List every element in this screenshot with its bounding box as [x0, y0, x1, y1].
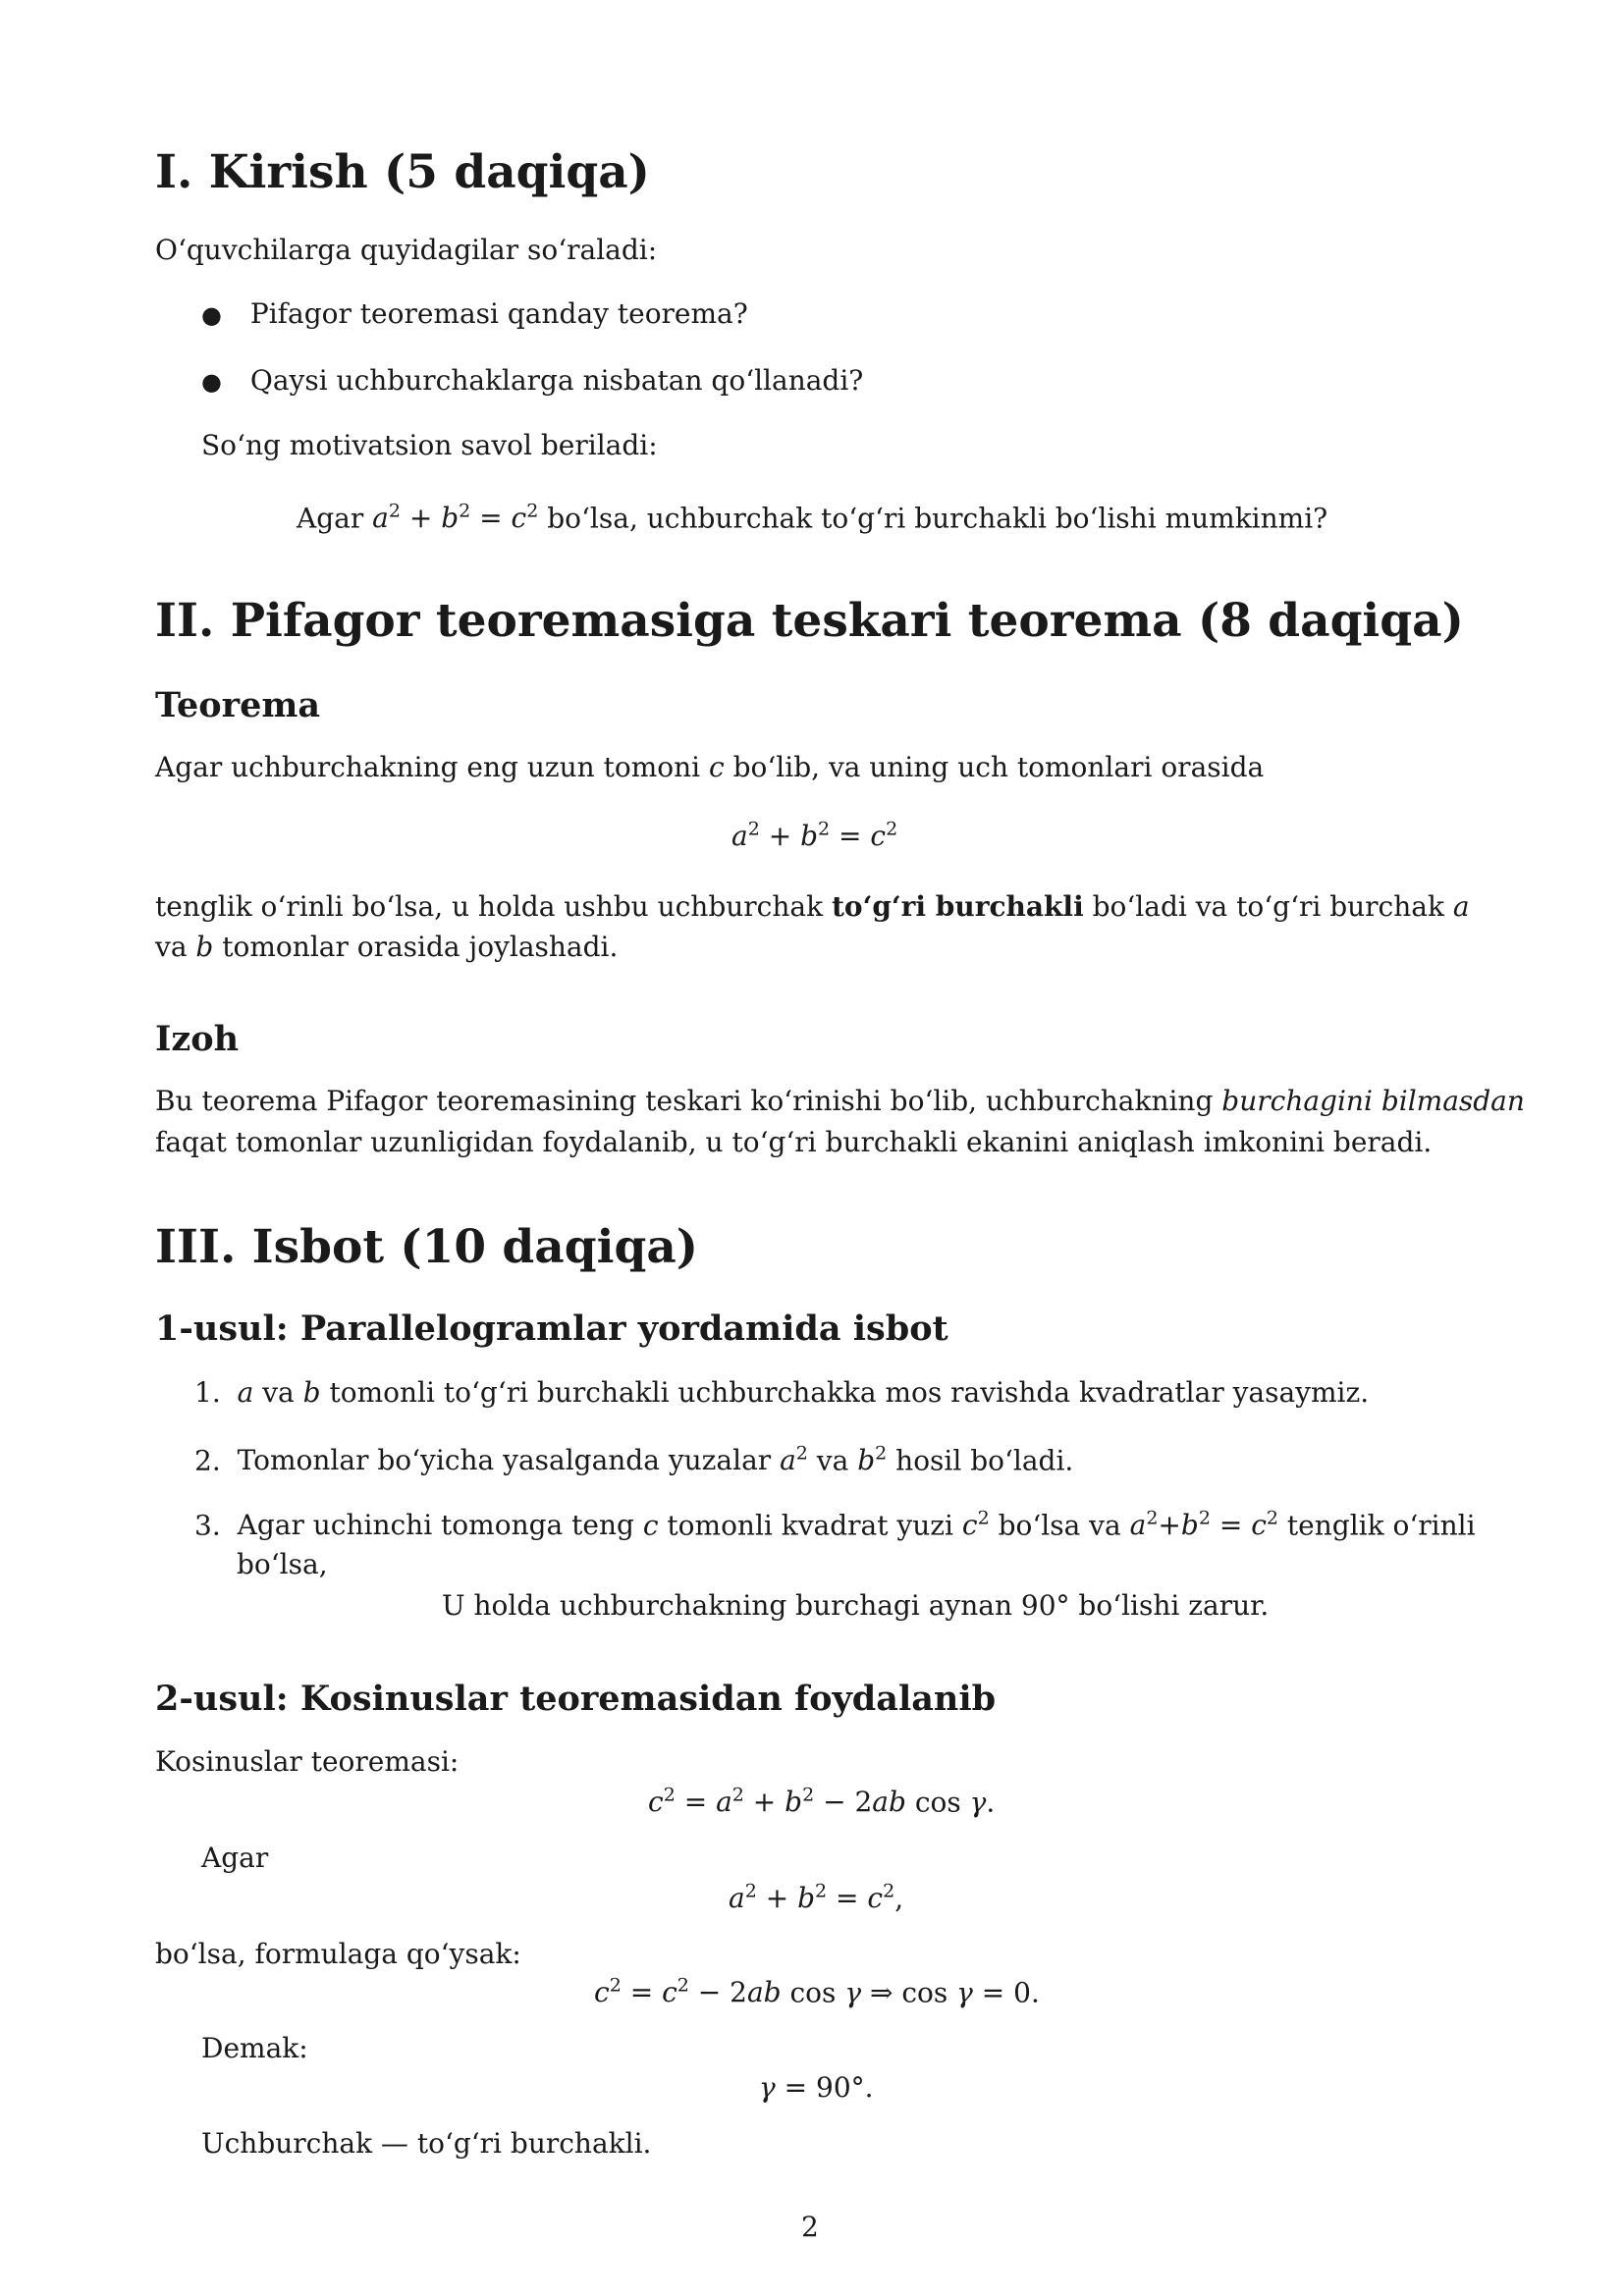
theorem-line-1: Agar uchburchakning eng uzun tomoni c bo‘lib, va uning uch tomonlari orasida [155, 751, 1265, 783]
motivation-text: So‘ng motivatsion savol beriladi: [201, 429, 658, 461]
theorem-heading: Teorema [155, 685, 321, 725]
agar-label: Agar [201, 1842, 269, 1874]
list-item-3: 3. Agar uchinchi tomonga teng c tomonli kvadrat yuzi $c^2$ bo‘lsa va $a^2+b^2 = c^2$ tenglik o‘rinli [194, 1508, 1476, 1542]
bullet-text: Qaysi uchburchaklarga nisbatan qo‘llanadi? [249, 364, 864, 397]
theorem-line-3: va b tomonlar orasida joylashadi. [155, 931, 619, 963]
substitution-equation: $c^2 = c^2 - 2ab$ cos γ ⇒ cos γ = 0. [594, 1975, 1040, 2009]
list-item-2: 2. Tomonlar bo‘yicha yasalganda yuzalar $a^2$ va $b^2$ hosil bo‘ladi. [194, 1443, 1074, 1477]
list-item-3-conclusion: U holda uchburchakning burchagi aynan 90° bo‘lishi zarur. [442, 1589, 1270, 1622]
section-1-title: I. Kirish (5 daqiqa) [155, 145, 650, 199]
bullet-icon: ● [201, 368, 222, 396]
theorem-equation: $a^2 + b^2 = c^2$ [731, 819, 898, 853]
method-2-heading: 2-usul: Kosinuslar teoremasidan foydalanib [155, 1679, 997, 1719]
list-item-1: 1. a va b tomonli to‘g‘ri burchakli uchburchakka mos ravishda kvadratlar yasaymiz. [194, 1376, 1370, 1409]
condition-equation: $a^2 + b^2 = c^2$, [729, 1881, 904, 1915]
section-2-title: II. Pifagor teoremasiga teskari teorema (8 daqiqa) [155, 594, 1464, 648]
final-conclusion: Uchburchak — to‘g‘ri burchakli. [201, 2127, 652, 2160]
bullet-text: Pifagor teoremasi qanday teorema? [249, 297, 748, 330]
demak-label: Demak: [201, 2032, 308, 2064]
angle-result: γ = 90°. [759, 2071, 874, 2104]
bullet-item-1 [201, 297, 748, 330]
section-1-intro: O‘quvchilarga quyidagilar so‘raladi: [155, 234, 658, 266]
cosine-theorem-label: Kosinuslar teoremasi: [155, 1745, 460, 1778]
cosine-formula: $c^2 = a^2 + b^2 - 2ab$ cos γ. [648, 1785, 996, 1819]
section-3-title: III. Isbot (10 daqiqa) [155, 1220, 699, 1274]
list-item-3-continued: bo‘lsa, [237, 1548, 328, 1580]
substitution-label: bo‘lsa, formulaga qo‘ysak: [155, 1938, 521, 1970]
page-number: 2 [801, 2211, 819, 2243]
method-1-heading: 1-usul: Parallelogramlar yordamida isbot [155, 1308, 948, 1349]
bullet-icon: ● [201, 301, 222, 329]
note-line-1: Bu teorema Pifagor teoremasining teskari ko‘rinishi bo‘lib, uchburchakning burchagini bilmasdan [155, 1085, 1525, 1117]
note-heading: Izoh [155, 1019, 240, 1059]
bullet-item-2 [201, 364, 863, 397]
motivation-question: Agar $a^2 + b^2 = c^2$ bo‘lsa, uchburchak to‘g‘ri burchakli bo‘lishi mumkinmi? [297, 501, 1328, 535]
theorem-line-2: tenglik o‘rinli bo‘lsa, u holda ushbu uchburchak to‘g‘ri burchakli bo‘ladi va to‘g‘ri burchak a [155, 890, 1470, 923]
equation-inline: $a^2 + b^2 = c^2$ [372, 501, 539, 535]
note-line-2: faqat tomonlar uzunligidan foydalanib, u to‘g‘ri burchakli ekanini aniqlash imkonini beradi. [155, 1126, 1433, 1158]
